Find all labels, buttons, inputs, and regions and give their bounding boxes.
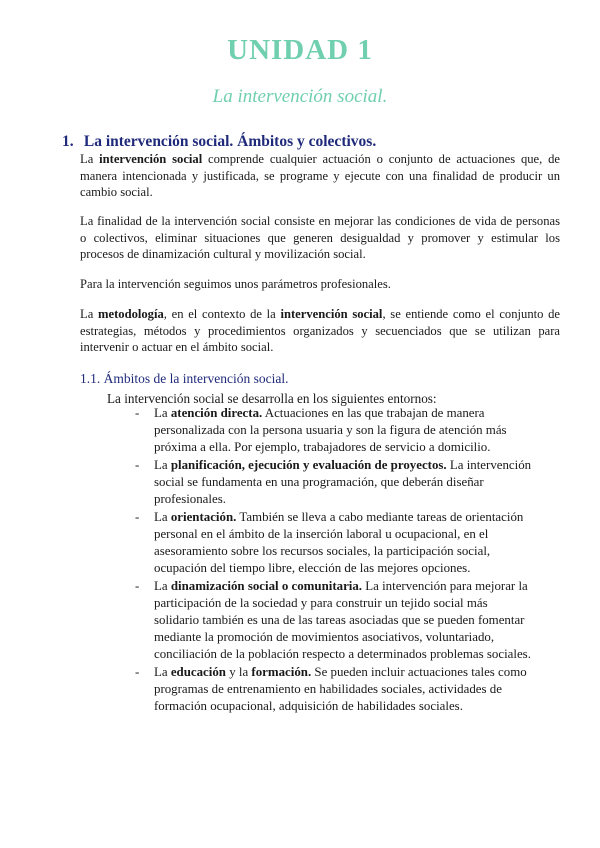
subsection-heading: 1.1. Ámbitos de la intervención social. [80, 371, 289, 386]
subsection-intro: La intervención social se desarrolla en los siguientes entornos: [107, 391, 437, 406]
list-dash: - [135, 510, 140, 524]
item-description: La intervención social se fundamenta en una programación, que deberán diseñar profesionales. [154, 458, 532, 506]
item-prefix: La [154, 510, 171, 524]
scope-list [135, 405, 535, 716]
p1-text-c: comprende cualquier actuación o conjunto de actuaciones que, de manera intencionada y justificada, se programe y ejecute con una finalidad de producir un cambio social. [80, 152, 560, 199]
item-description: Se pueden incluir actuaciones tales como programas de entrenamiento en habilidades sociales, actividades de formación ocupacional, adquisición de habilidades sociales. [154, 665, 527, 713]
item-description: También se lleva a cabo mediante tareas de orientación personal en el ámbito de la inserción laboral u ocupacional, en el asesoramiento sobre los recursos sociales, la participación social, ocupación del tiempo libre, elección de las mejores opciones. [154, 510, 524, 575]
item-term: planificación, ejecución y evaluación de proyectos. [170, 458, 447, 472]
list-item [135, 664, 535, 715]
item-prefix: La [154, 579, 171, 593]
list-dash: - [135, 458, 140, 472]
paragraph-definition [80, 151, 560, 201]
p4-term-methodology: metodología [98, 307, 164, 321]
paragraph-methodology [80, 306, 560, 356]
item-description: La intervención para mejorar la participación de la sociedad y para construir un tejido social más solidario también es una de las tareas asociadas que se pueden fomentar mediante la promoción de movimientos asociativos, voluntariado, conciliación de la población respecto a determinados problemas sociales. [154, 579, 531, 661]
list-item [135, 405, 535, 456]
p4-text-a: La [80, 307, 98, 321]
item-description: Actuaciones en las que trabajan de manera personalizada con la persona usuaria y son la figura de atención más próxima a ella. Por ejemplo, trabajadores de servicio a domicilio. [154, 406, 507, 454]
item-prefix: La [154, 458, 171, 472]
list-item [135, 578, 535, 663]
list-item [135, 457, 535, 508]
item-term: educación [170, 665, 226, 679]
p1-text-a: La [80, 152, 100, 166]
item-prefix: La [154, 406, 171, 420]
p4-term-intervention: intervención social [280, 307, 383, 321]
p1-term: intervención social [99, 152, 203, 166]
item-term-secondary: formación. [251, 665, 312, 679]
paragraph-parameters: Para la intervención seguimos unos parámetros profesionales. [80, 277, 391, 291]
section-title: La intervención social. Ámbitos y colectivos. [83, 133, 377, 150]
item-term: orientación. [170, 510, 237, 524]
list-dash: - [135, 406, 140, 420]
paragraph-purpose: La finalidad de la intervención social consiste en mejorar las condiciones de vida de personas o colectivos, eliminar situaciones que generen desigualdad y promover y estimular los procesos de dinamización cultural y movilización social. [80, 214, 560, 261]
section-heading [62, 133, 376, 151]
section-number: 1. [62, 133, 74, 150]
unit-title: UNIDAD 1 [227, 34, 373, 66]
p4-text-c: , en el contexto de la [163, 307, 281, 321]
item-connector: y la [225, 665, 252, 679]
list-item [135, 509, 535, 577]
item-term: atención directa. [170, 406, 263, 420]
item-prefix: La [154, 665, 171, 679]
list-dash: - [135, 665, 140, 679]
p4-text-e: , se entiende como el conjunto de estrategias, métodos y procedimientos organizados y secuenciados que se utilizan para intervenir o actuar en el ámbito social. [80, 307, 561, 354]
item-term: dinamización social o comunitaria. [170, 579, 363, 593]
unit-subtitle: La intervención social. [212, 86, 388, 107]
list-dash: - [135, 579, 140, 593]
